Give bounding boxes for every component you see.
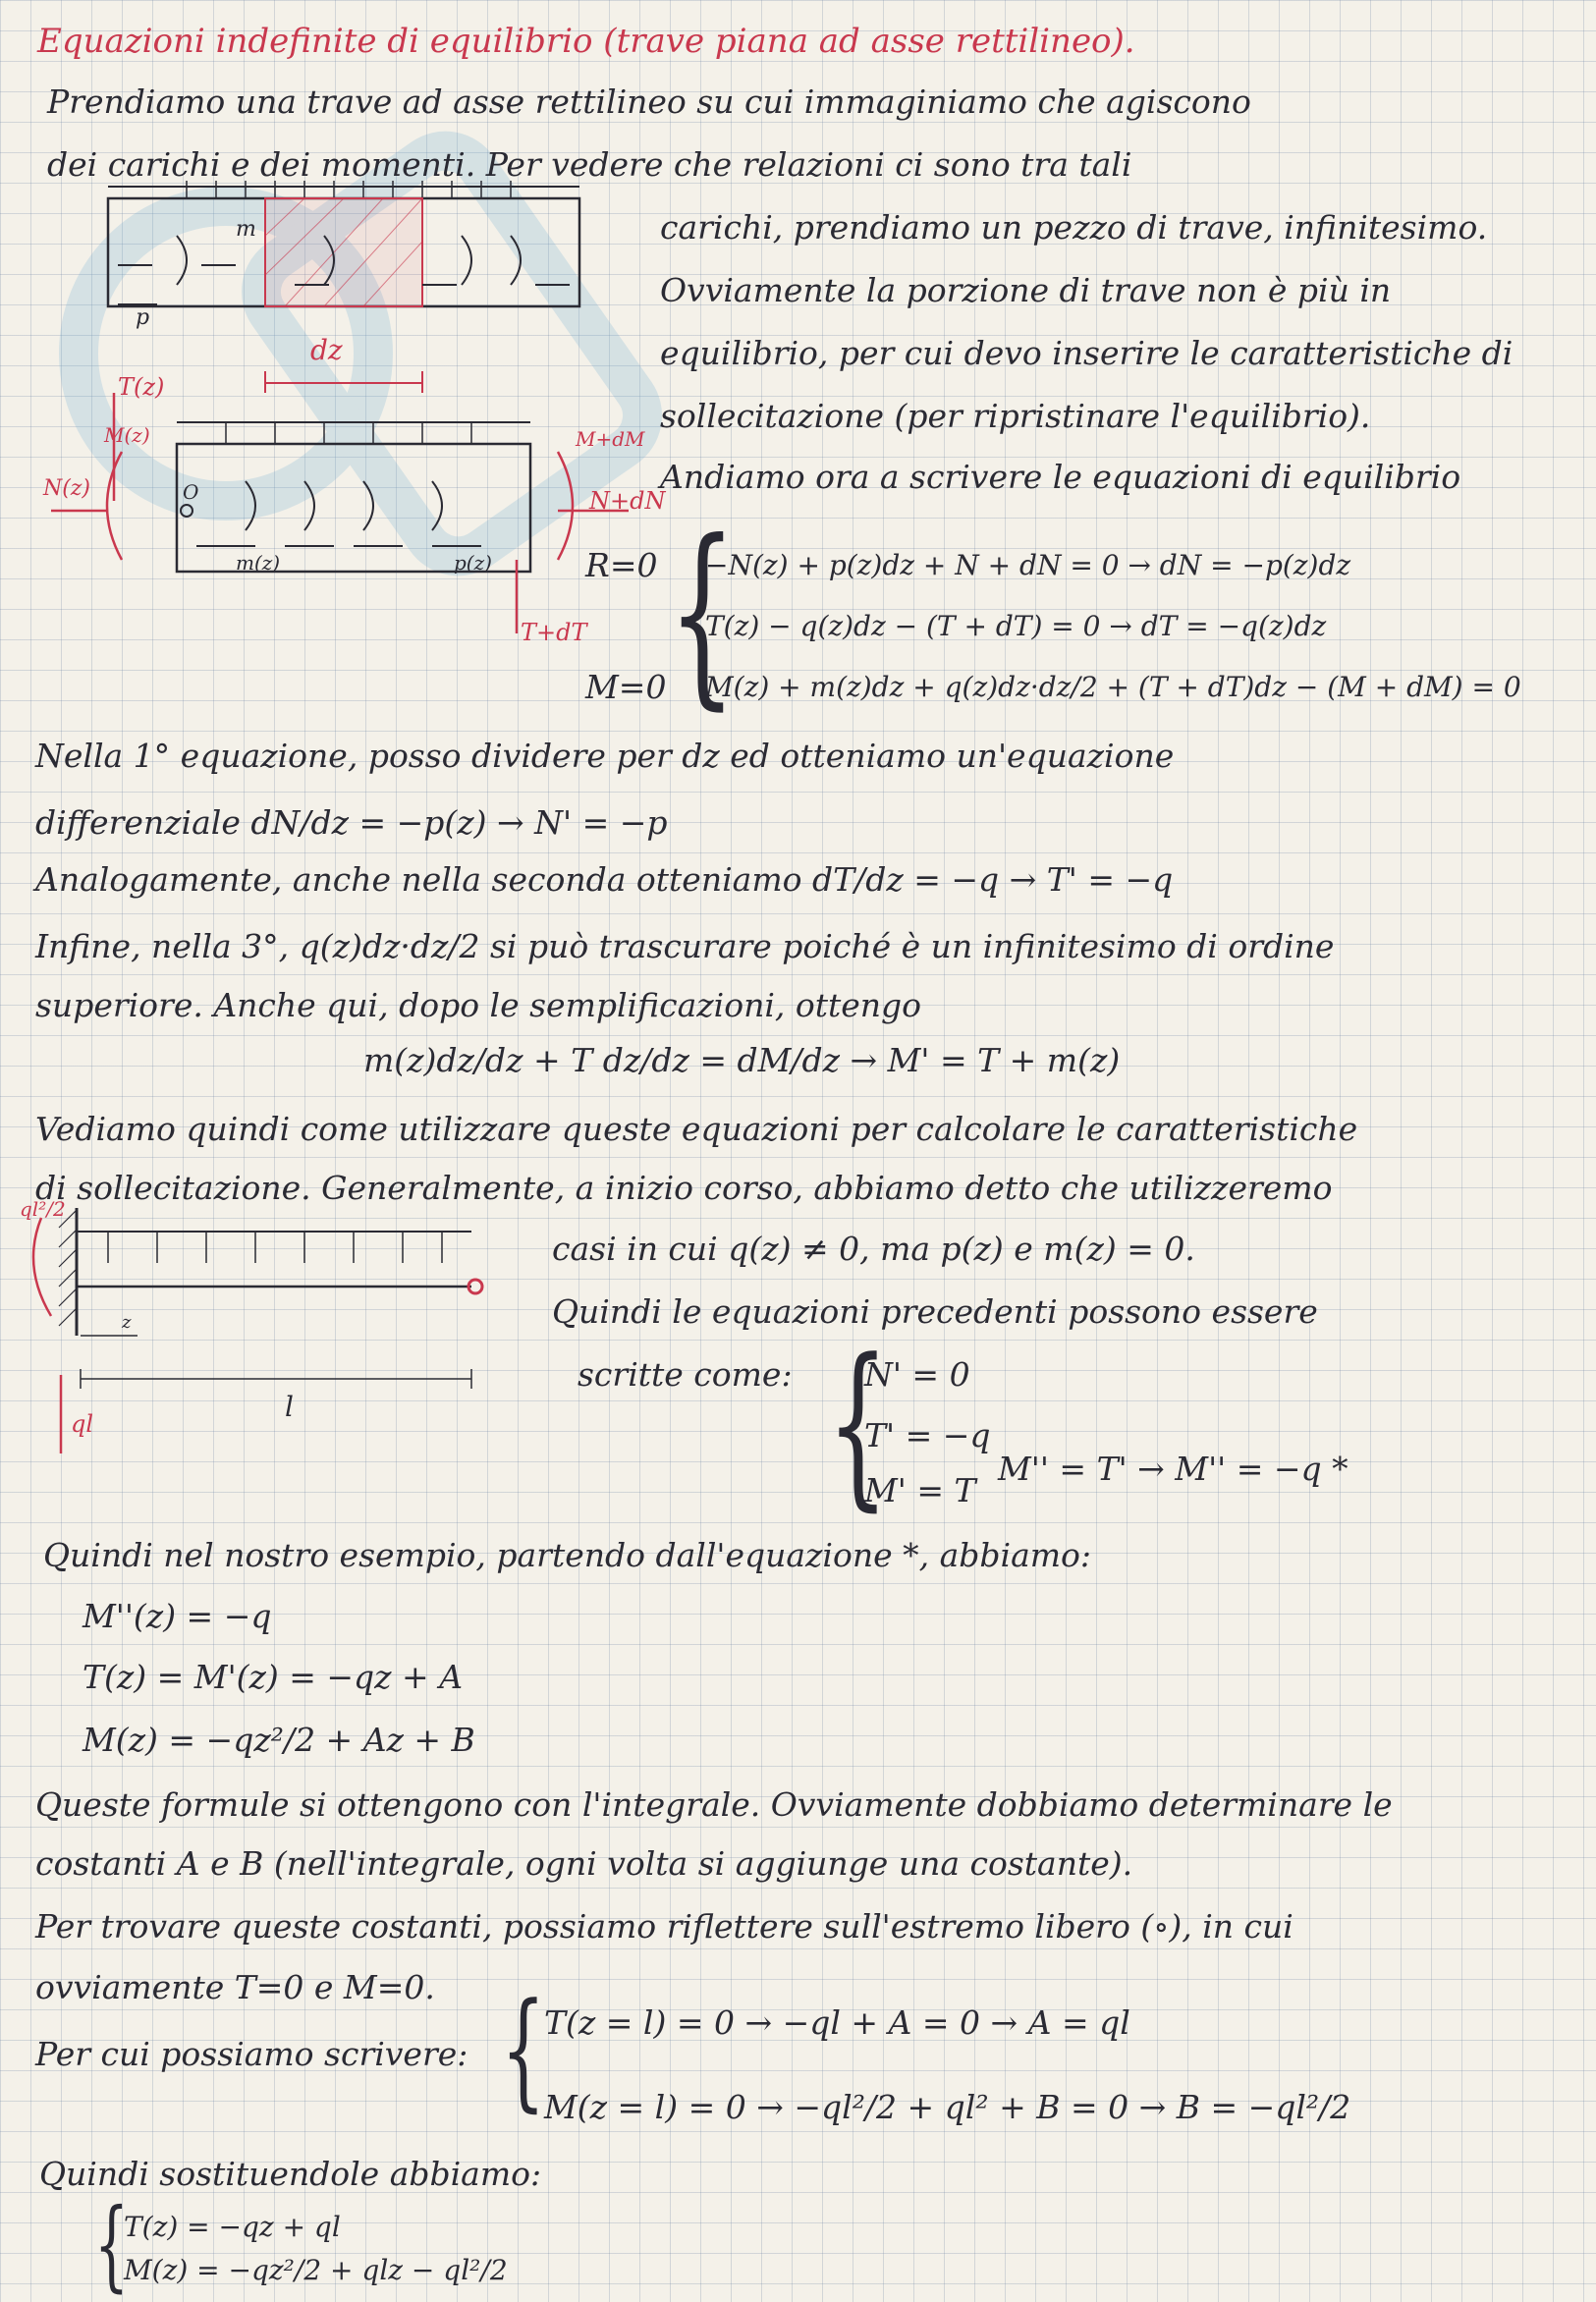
text-line: Analogamente, anche nella seconda otteniamo dT/dz = −q → T' = −q <box>35 860 1174 899</box>
system-brace: { <box>94 2187 129 2302</box>
text-line: carichi, prendiamo un pezzo di trave, infinitesimo. <box>660 208 1488 247</box>
dz-label: dz <box>310 334 343 366</box>
equation: M(z) = −qz²/2 + Az + B <box>83 1721 475 1759</box>
equation: −N(z) + p(z)dz + N + dN = 0 → dN = −p(z)dz <box>705 549 1351 581</box>
system-brace: { <box>501 1975 546 2124</box>
text-line: Quindi le equazioni precedenti possono essere <box>552 1292 1318 1331</box>
equation: T(z) = −qz + ql <box>124 2211 341 2243</box>
text-line: Prendiamo una trave ad asse rettilineo su cui immaginiamo che agiscono <box>47 82 1251 121</box>
moment-label-left: M(z) <box>104 423 150 447</box>
infinitesimal-element-figure <box>39 373 668 648</box>
fixed-moment-label: ql²/2 <box>20 1197 66 1221</box>
text-line: dei carichi e dei momenti. Per vedere che relazioni ci sono tra tali <box>47 145 1132 184</box>
load-label: p <box>136 305 150 330</box>
text-line: sollecitazione (per ripristinare l'equilibrio). <box>660 397 1371 435</box>
text-line: Quindi sostituendole abbiamo: <box>39 2155 542 2193</box>
text-line: costanti A e B (nell'integrale, ogni volta si aggiunge una costante). <box>35 1844 1133 1883</box>
shear-label-left: T(z) <box>118 373 165 401</box>
text-line: Ovviamente la porzione di trave non è più in <box>660 271 1392 309</box>
text-line: Infine, nella 3°, q(z)dz·dz/2 si può trascurare poiché è un infinitesimo di ordine <box>35 927 1335 965</box>
eq-label-m: M=0 <box>585 668 667 706</box>
reaction-label: ql <box>71 1410 94 1438</box>
text-line: m(z)dz/dz + T dz/dz = dM/dz → M' = T + m(z) <box>363 1041 1121 1079</box>
text-line: superiore. Anche qui, dopo le semplificazioni, ottengo <box>35 986 922 1024</box>
text-line: ovviamente T=0 e M=0. <box>35 1968 435 2006</box>
axial-label-right: N+dN <box>589 487 666 515</box>
equation: T' = −q <box>864 1416 991 1454</box>
eq-label-r: R=0 <box>585 546 658 584</box>
equation: M''(z) = −q <box>83 1597 272 1635</box>
equation: T(z) − q(z)dz − (T + dT) = 0 → dT = −q(z)dz <box>705 610 1327 642</box>
axis-label: z <box>122 1312 132 1333</box>
beam-figure-loads <box>98 177 589 334</box>
text-line: Quindi nel nostro esempio, partendo dall'equazione *, abbiamo: <box>43 1536 1092 1574</box>
equation: N' = 0 <box>864 1355 970 1394</box>
moment-label: m <box>236 217 256 242</box>
equation: T(z = l) = 0 → −ql + A = 0 → A = ql <box>544 2003 1130 2042</box>
text-line: Per trovare queste costanti, possiamo riflettere sull'estremo libero (∘), in cui <box>35 1907 1293 1946</box>
distributed-moment-label: m(z) <box>236 551 281 575</box>
equation: M(z) = −qz²/2 + qlz − ql²/2 <box>124 2254 508 2286</box>
text-line: Nella 1° equazione, posso dividere per dz ed otteniamo un'equazione <box>35 737 1175 775</box>
text-line: scritte come: <box>578 1355 793 1394</box>
text-line: equilibrio, per cui devo inserire le caratteristiche di <box>660 334 1513 372</box>
moment-label-right: M+dM <box>576 427 645 451</box>
page-title: Equazioni indefinite di equilibrio (trave piana ad asse rettilineo). <box>37 22 1135 61</box>
text-line: Andiamo ora a scrivere le equazioni di equilibrio <box>660 458 1461 496</box>
shear-label-right: T+dT <box>521 619 587 646</box>
text-line: Queste formule si ottengono con l'integrale. Ovviamente dobbiamo determinare le <box>35 1785 1393 1824</box>
equation: M(z = l) = 0 → −ql²/2 + ql² + B = 0 → B = −ql²/2 <box>544 2088 1351 2126</box>
equation: M(z) + m(z)dz + q(z)dz·dz/2 + (T + dT)dz − (M + dM) = 0 <box>705 671 1521 703</box>
text-line: casi in cui q(z) ≠ 0, ma p(z) e m(z) = 0. <box>552 1230 1195 1268</box>
system-brace: { <box>668 499 737 728</box>
text-line: differenziale dN/dz = −p(z) → N' = −p <box>35 803 668 842</box>
equation: M'' = T' → M'' = −q * <box>998 1450 1348 1488</box>
distributed-load-label: p(z) <box>454 551 492 575</box>
cantilever-figure <box>20 1197 511 1453</box>
equation: T(z) = M'(z) = −qz + A <box>83 1658 464 1696</box>
equation: M' = T <box>864 1471 976 1509</box>
text-line: di sollecitazione. Generalmente, a inizio corso, abbiamo detto che utilizzeremo <box>35 1169 1333 1207</box>
length-label: l <box>285 1391 294 1423</box>
system-brace: { <box>827 1322 889 1527</box>
text-line: Vediamo quindi come utilizzare queste equazioni per calcolare le caratteristiche <box>35 1110 1358 1148</box>
axial-label-left: N(z) <box>43 476 91 501</box>
text-line: Per cui possiamo scrivere: <box>35 2035 468 2073</box>
origin-label: O <box>183 480 199 504</box>
